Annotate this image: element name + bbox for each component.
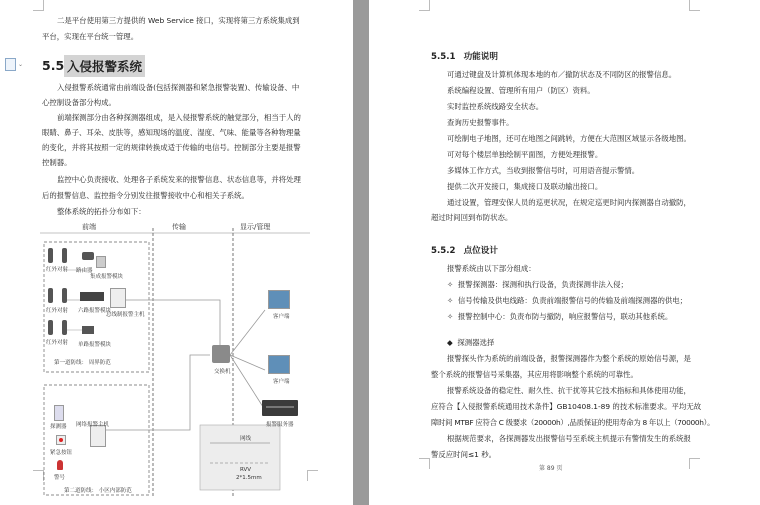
detector-icon <box>54 405 64 421</box>
diamond-bullet-icon: ✧ <box>447 280 454 289</box>
paragraph-line: 的变化，并将其按照一定的规律转换成适于传输的电信号。控制部分主要是报警 <box>42 143 301 152</box>
function-line: 可对每个楼层单独绘制平面图，方便处理报警。 <box>447 150 603 159</box>
subsection-number: 5.5.2 <box>431 246 456 256</box>
label-client: 客户端 <box>273 314 290 320</box>
subsection-number: 5.5.1 <box>431 52 456 62</box>
label-module: 集成报警模块 <box>90 274 124 280</box>
function-line: 超过时间回到布防状态。 <box>431 213 513 222</box>
paragraph-line: 根据规范要求，各探测器发出报警信号至系统主机提示有警情发生的系统报 <box>447 434 691 443</box>
function-line: 可绘制电子地图，还可在地图之间跳转，方便在大范围区域显示各级地图。 <box>447 134 691 143</box>
function-line: 查询历史报警事件。 <box>447 118 514 127</box>
diagram-header-transmission: 传输 <box>172 223 186 231</box>
right-page <box>369 0 760 505</box>
network-host-icon <box>90 425 106 447</box>
diamond-bullet-icon: ✧ <box>447 312 454 321</box>
subsection-heading <box>431 238 498 257</box>
label-net-host: 网络报警主机 <box>76 422 110 428</box>
legend-rvv-spec: 2*1.5mm <box>236 475 262 481</box>
switch-icon <box>212 345 230 363</box>
label-ir: 红外对射 <box>46 340 69 346</box>
crop-mark <box>689 458 700 469</box>
label-module: 单路报警模块 <box>78 342 112 348</box>
ir-sensor <box>62 288 67 303</box>
crop-mark <box>419 458 430 469</box>
label-alarm: 警号 <box>54 475 66 481</box>
crop-mark <box>419 0 430 11</box>
ir-sensor <box>62 320 67 335</box>
diagram-header-management: 显示/管理 <box>240 223 271 231</box>
ir-sensor <box>48 320 53 335</box>
function-line: 提供二次开发接口，集成接口及联动输出接口。 <box>447 182 603 191</box>
paragraph-line: 眼睛、鼻子、耳朵、皮肤等，感知现场的温度、湿度、气味、能量等各种物理量 <box>42 128 301 137</box>
router-icon <box>82 252 94 260</box>
solid-diamond-icon: ◆ <box>447 338 453 347</box>
label-detector: 探测器 <box>50 424 67 430</box>
module-icon <box>96 256 106 268</box>
page-number: 第 89 页 <box>539 465 563 472</box>
paragraph-line: 整体系统的拓扑分布如下： <box>57 207 146 216</box>
function-line: 系统编程设置、管理所有用户（防区）资料。 <box>447 86 595 95</box>
function-line: 多媒体工作方式，当收到报警信号时，可用语音提示警情。 <box>447 166 640 175</box>
paragraph-line: 警反应时间≤1 秒。 <box>431 450 496 459</box>
label-ir: 红外对射 <box>46 267 69 273</box>
ir-sensor <box>48 288 53 303</box>
legend-rvv: RVV <box>240 467 252 473</box>
function-line: 通过设置，管理安保人员的巡更状况，在规定巡更时间内探测器自动撤防， <box>447 198 691 207</box>
label-router: 路由器 <box>76 268 93 274</box>
label-emergency: 紧急按钮 <box>50 450 73 456</box>
label-module: 六路报警模块 <box>78 308 112 314</box>
paragraph-line: 监控中心负责接收、处理各子系统发来的报警信息、状态信息等，并将处理 <box>57 175 301 184</box>
paragraph-line: 报警探头作为系统的前端设备，报警探测器作为整个系统的原始信号源，是 <box>447 354 691 363</box>
section-title: 入侵报警系统 <box>64 55 145 77</box>
label-client: 客户端 <box>273 379 290 385</box>
function-line: 可通过键盘及计算机体现本地的布／撤防状态及不同防区的报警信息。 <box>447 70 677 79</box>
client-pc-icon <box>268 355 290 374</box>
module-icon <box>82 326 94 334</box>
bullet-item <box>447 296 687 306</box>
caption-first-line: 第一道防线： 周界防范 <box>54 360 111 366</box>
subsection-title: 点位设计 <box>463 246 498 256</box>
bullet-text: 信号传输及供电线路：负责前端报警信号的传输及前端探测器的供电； <box>457 296 688 305</box>
section-number: 5.5 <box>42 58 65 73</box>
diagram-header-front: 前端 <box>82 223 96 231</box>
crop-mark <box>689 0 700 11</box>
detector-selection-heading <box>447 338 494 348</box>
siren-icon <box>57 460 63 470</box>
crop-mark <box>33 0 44 11</box>
bullet-text: 报警探测器：探测和执行设备，负责探测非法入侵； <box>457 280 628 289</box>
bullet-item <box>447 280 628 290</box>
subhead-text: 探测器选择 <box>457 338 495 347</box>
ir-sensor <box>48 248 53 263</box>
paragraph-line: 控制器。 <box>42 158 72 167</box>
caption-second-line: 第二道防线： 小区内部防范 <box>64 488 132 494</box>
intro-line: 二是平台使用第三方提供的 Web Service 接口，实现将第三方系统集成到 <box>57 16 300 25</box>
function-line: 实时监控系统线路安全状态。 <box>447 102 544 111</box>
document-icon[interactable] <box>5 58 16 71</box>
paragraph-line: 后的报警信息、监控指令分别发往报警接收中心和相关子系统。 <box>42 191 249 200</box>
paragraph-line: 障时间 MTBF 应符合 C 级要求（20000h）,品质保证的使用寿命为 8 年以上（70000h）。 <box>431 418 715 427</box>
label-ir: 红外对射 <box>46 308 69 314</box>
paragraph-line: 入侵报警系统通常由前端设备(包括探测器和紧急报警装置)、传输设备、中 <box>57 83 300 92</box>
label-server: 报警服务器 <box>266 422 294 428</box>
paragraph-line: 整个系统的报警信号采集器，其应用将影响整个系统的可靠性。 <box>431 370 638 379</box>
label-host: 总线制报警主机 <box>106 312 145 318</box>
bullet-text: 报警控制中心：负责布防与撤防，响应报警信号，联动其他系统。 <box>457 312 673 321</box>
alarm-server-icon <box>262 400 298 416</box>
components-intro: 报警系统由以下部分组成： <box>447 264 536 273</box>
intro-line: 平台，实现在平台统一管理。 <box>42 32 139 41</box>
paragraph-line: 应符合【入侵报警系统通用技术条件】GB10408.1-89 的技术标准要求。平均无故 <box>431 402 702 411</box>
module-icon <box>80 292 104 301</box>
paragraph-line: 心控制设备部分构成。 <box>42 98 116 107</box>
bus-host-icon <box>110 288 126 308</box>
chevron-down-icon[interactable]: ⌄ <box>18 61 24 68</box>
subsection-heading <box>431 44 498 63</box>
subsection-title: 功能说明 <box>463 52 498 62</box>
client-pc-icon <box>268 290 290 309</box>
left-page <box>0 0 353 505</box>
topology-diagram <box>40 220 310 500</box>
ir-sensor <box>62 248 67 263</box>
legend-cable: 网线 <box>240 436 252 442</box>
paragraph-line: 报警系统设备的稳定性、耐久性、抗干扰等其它技术指标和具体使用功能， <box>447 386 691 395</box>
diamond-bullet-icon: ✧ <box>447 296 454 305</box>
emergency-button-icon <box>56 435 66 445</box>
paragraph-line: 前端探测部分由各种探测器组成，是入侵报警系统的触觉部分，相当于人的 <box>57 113 301 122</box>
label-switch: 交换机 <box>214 369 231 375</box>
bullet-item <box>447 312 672 322</box>
